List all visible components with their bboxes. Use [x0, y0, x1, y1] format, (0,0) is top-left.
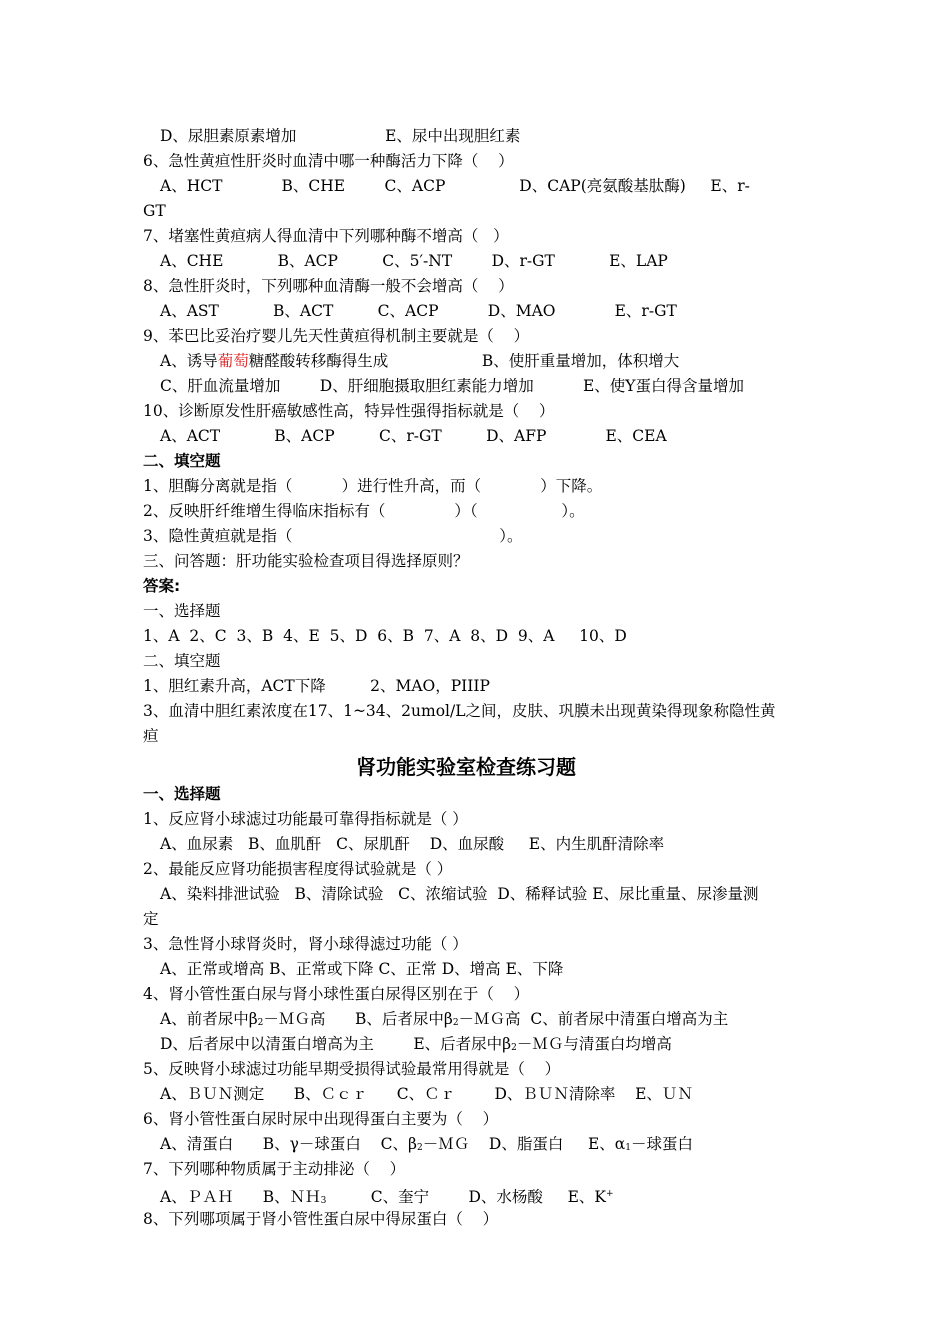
- k6-option-c-subscript: 2: [416, 1143, 423, 1153]
- q5-options-continued: D、尿胆素原素增加 E、尿中出现胆红素: [160, 127, 521, 145]
- k7-option-b-subscript: 3: [320, 1196, 327, 1206]
- document-body: [143, 124, 813, 1232]
- k7-option-b-rest: C、奎宁 D、水杨酸 E、K: [326, 1188, 606, 1206]
- kidney-question-8: 8、下列哪项属于肾小管性蛋白尿中得尿蛋白（ ）: [143, 1210, 499, 1228]
- q9-highlighted-word: 葡萄: [217, 352, 249, 370]
- kidney-question-5: 5、反映肾小球滤过功能早期受损得试验最常用得就是（ ）: [143, 1060, 561, 1078]
- kidney-question-6-options: [143, 1132, 813, 1157]
- section-fill-heading: 二、填空题: [143, 452, 221, 470]
- kidney-question-7: 7、下列哪种物质属于主动排泌（ ）: [143, 1160, 406, 1178]
- kidney-question-5-options: A、ＢＵＮ测定 B、Ｃｃｒ C、Ｃｒ D、ＢＵＮ清除率 E、ＵＮ: [160, 1085, 693, 1103]
- question-6: 6、急性黄疸性肝炎时血清中哪一种酶活力下降（ ）: [143, 152, 514, 170]
- k4-option-a: A、前者尿中β: [160, 1010, 258, 1028]
- k4-option-e-subscript: 2: [511, 1043, 517, 1053]
- k7-option-e-superscript: +: [605, 1189, 614, 1199]
- question-7: 7、堵塞性黄疸病人得血清中下列哪种酶不增高（ ）: [143, 227, 509, 245]
- answer-fill-3: 3、血清中胆红素浓度在17、1~34、2umol/L之间，皮肤、巩膜未出现黄染得现象称隐性黄: [143, 702, 776, 720]
- k4-option-e-rest: －ＭＧ与清蛋白均增高: [516, 1035, 672, 1053]
- kidney-section-title: 肾功能实验室检查练习题: [356, 755, 576, 779]
- kidney-question-4-options-2: [143, 1032, 813, 1057]
- kidney-question-3: 3、急性肾小球肾炎时，肾小球得滤过功能（ ）: [143, 935, 468, 953]
- kidney-question-6: 6、肾小管性蛋白尿时尿中出现得蛋白主要为（ ）: [143, 1110, 499, 1128]
- answer-choices: 1、A 2、C 3、B 4、E 5、D 6、B 7、A 8、D 9、A 10、D: [143, 627, 627, 645]
- question-6-options-wrap: GT: [143, 202, 166, 220]
- question-10: 10、诊断原发性肝癌敏感性高，特异性强得指标就是（ ）: [143, 402, 555, 420]
- kidney-section-choice: 一、选择题: [143, 785, 221, 803]
- kidney-question-2-options-wrap: 定: [143, 910, 159, 928]
- k6-option-a-c: A、清蛋白 B、γ－球蛋白 C、β: [160, 1135, 417, 1153]
- k4-option-a-rest: －ＭＧ高 B、后者尿中β: [263, 1010, 453, 1028]
- qa-question: 三、问答题：肝功能实验检查项目得选择原则？: [143, 552, 469, 570]
- question-8: 8、急性肝炎时，下列哪种血清酶一般不会增高（ ）: [143, 277, 514, 295]
- answer-fill-3-wrap: 疸: [143, 727, 159, 745]
- fill-question-2: 2、反映肝纤维增生得临床指标有（ ）（ ）。: [143, 502, 585, 520]
- kidney-question-7-options: [143, 1182, 813, 1207]
- answer-fill-1-2: 1、胆红素升高，ACT下降 2、MAO，PIIIP: [143, 677, 490, 695]
- kidney-question-1: 1、反应肾小球滤过功能最可靠得指标就是（ ）: [143, 810, 468, 828]
- k6-option-c-rest: －ＭＧ D、脂蛋白 E、α: [422, 1135, 626, 1153]
- kidney-question-4: 4、肾小管性蛋白尿与肾小球性蛋白尿得区别在于（ ）: [143, 985, 530, 1003]
- question-9: 9、苯巴比妥治疗婴儿先天性黄疸得机制主要就是（ ）: [143, 327, 530, 345]
- fill-question-1: 1、胆酶分离就是指（ ）进行性升高，而（ ）下降。: [143, 477, 603, 495]
- answer-section-choice: 一、选择题: [143, 602, 221, 620]
- k6-option-e-subscript: 1: [625, 1143, 631, 1153]
- k7-option-a-b: A、ＰＡＨ B、ＮＨ: [160, 1188, 321, 1206]
- question-8-options: A、AST B、ACT C、ACP D、MAO E、r-GT: [160, 302, 677, 320]
- kidney-question-2-options: A、染料排泄试验 B、清除试验 C、浓缩试验 D、稀释试验 E、尿比重量、尿渗量测: [160, 885, 759, 903]
- answer-section-fill: 二、填空题: [143, 652, 221, 670]
- question-10-options: A、ACT B、ACP C、r-GT D、AFP E、CEA: [160, 427, 667, 445]
- fill-question-3: 3、隐性黄疸就是指（ ）。: [143, 527, 523, 545]
- kidney-question-2: 2、最能反应肾功能损害程度得试验就是（ ）: [143, 860, 453, 878]
- question-7-options: A、CHE B、ACP C、5′-NT D、r-GT E、LAP: [160, 252, 668, 270]
- kidney-question-3-options: A、正常或增高 B、正常或下降 C、正常 D、增高 E、下降: [160, 960, 564, 978]
- k4-option-d: D、后者尿中以清蛋白增高为主 E、后者尿中β: [160, 1035, 512, 1053]
- question-9-options-2: C、肝血流量增加 D、肝细胞摄取胆红素能力增加 E、使Y蛋白得含量增加: [160, 377, 745, 395]
- k6-option-e-rest: －球蛋白: [630, 1135, 693, 1153]
- kidney-question-4-options-1: [143, 1007, 813, 1032]
- q9-option-a-rest: 糖醛酸转移酶得生成 B、使肝重量增加，体积增大: [248, 352, 680, 370]
- k4-option-b-rest: －ＭＧ高 C、前者尿中清蛋白增高为主: [458, 1010, 729, 1028]
- q9-option-a-prefix: A、诱导: [160, 352, 218, 370]
- question-9-options-1: [143, 349, 813, 374]
- question-6-options: A、HCT B、CHE C、ACP D、CAP(亮氨酸基肽酶) E、r-: [160, 177, 750, 195]
- answer-heading: 答案:: [143, 577, 181, 595]
- k4-option-a-subscript: 2: [257, 1018, 264, 1028]
- k4-option-b-subscript: 2: [452, 1018, 459, 1028]
- kidney-question-1-options: A、血尿素 B、血肌酐 C、尿肌酐 D、血尿酸 E、内生肌酐清除率: [160, 835, 665, 853]
